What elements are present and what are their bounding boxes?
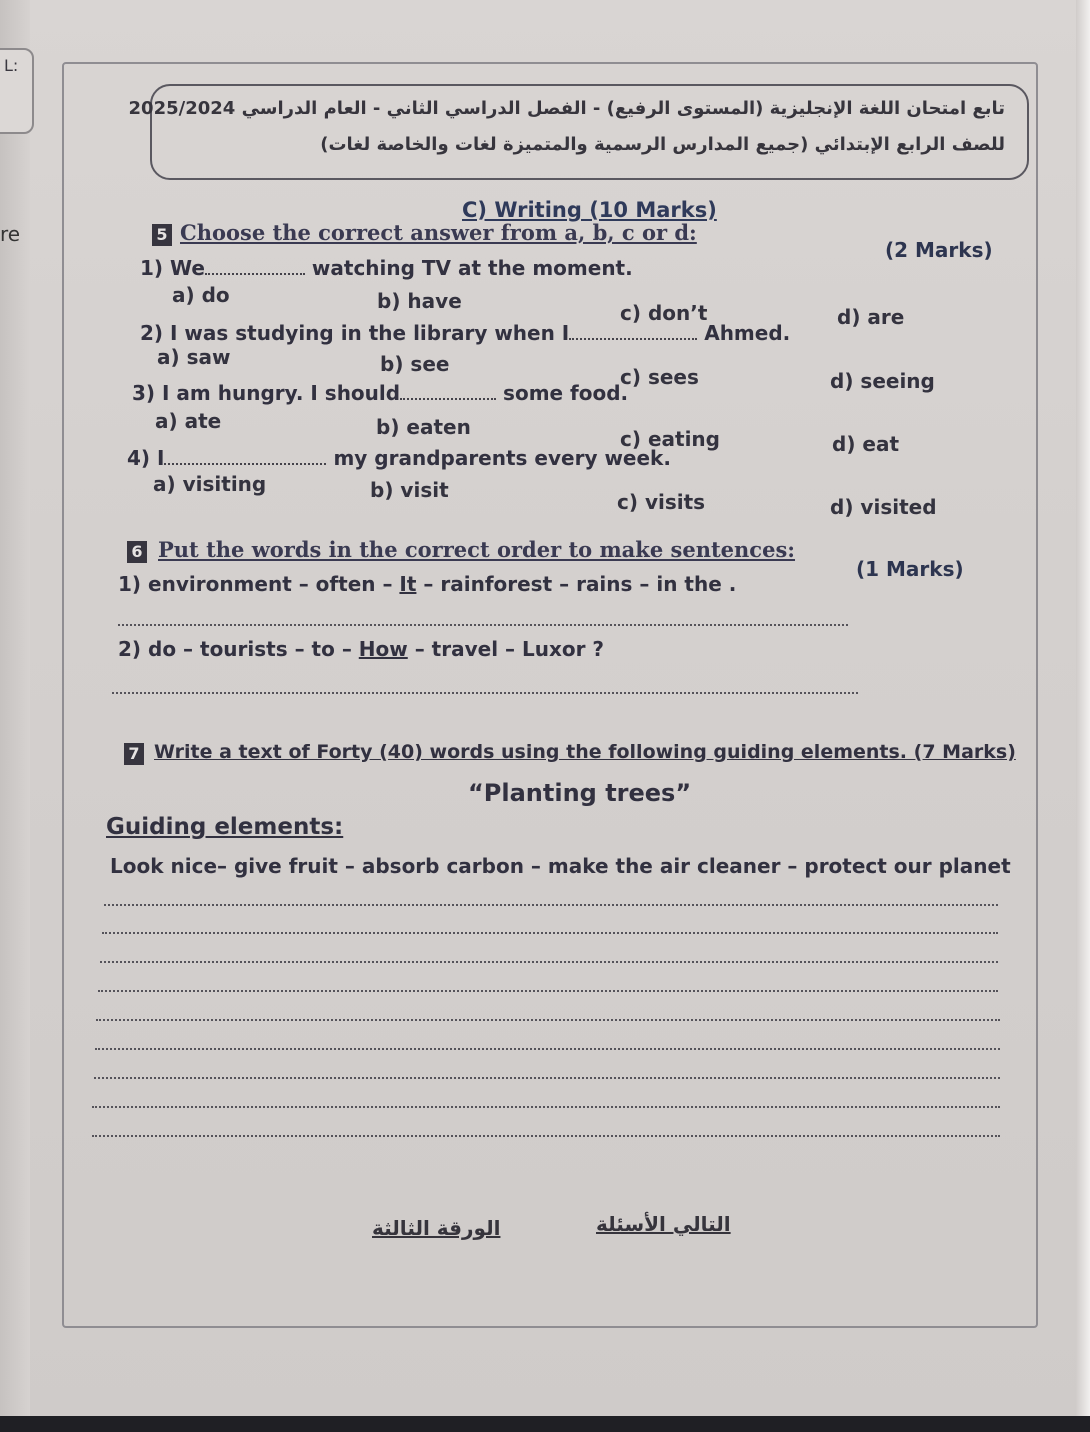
- q5-item-1-end: watching TV at the moment.: [311, 256, 633, 280]
- q5-item-3-option-c: c) eating: [620, 427, 720, 451]
- footer-next-page: الورقة الثالثة: [372, 1216, 501, 1240]
- writing-topic: “Planting trees”: [468, 779, 692, 807]
- answer-blank: [164, 463, 326, 465]
- q5-item-2-option-c: c) sees: [620, 365, 699, 389]
- q5-item-3-option-a: a) ate: [155, 409, 222, 433]
- q5-item-1-start: 1) We: [140, 256, 205, 280]
- writing-line-6: [95, 1048, 1000, 1050]
- q5-item-3-option-b: b) eaten: [376, 415, 471, 439]
- question-7-number: 7: [124, 743, 144, 765]
- question-5-number: 5: [152, 224, 172, 246]
- q5-item-3-end: some food.: [503, 381, 629, 405]
- q5-item-3-start: 3) I am hungry. I should: [132, 381, 401, 405]
- footer-next-questions: التالي الأسئلة: [596, 1212, 731, 1236]
- q5-item-1-option-a: a) do: [172, 283, 230, 307]
- writing-line-7: [94, 1077, 1000, 1079]
- q5-item-2-option-d: d) seeing: [830, 369, 935, 393]
- answer-blank: [569, 338, 697, 340]
- q5-item-1-option-c: c) don’t: [620, 301, 708, 325]
- margin-text: re: [0, 222, 21, 246]
- answer-line-6-1: [118, 624, 848, 626]
- q6-s1-start: 1) environment – often –: [118, 572, 400, 596]
- q5-item-2-start: 2) I was studying in the library when I: [140, 321, 570, 345]
- question-6-number: 6: [127, 541, 147, 563]
- q5-item-4: [127, 446, 671, 470]
- corner-mark: L:: [4, 56, 19, 75]
- answer-line-6-2: [112, 692, 858, 694]
- question-5-marks: (2 Marks): [885, 238, 993, 262]
- q5-item-3: [132, 381, 628, 405]
- answer-blank: [205, 273, 305, 275]
- exam-header: [128, 84, 1029, 180]
- q6-sentence-2: [118, 637, 604, 661]
- section-title: C) Writing (10 Marks): [462, 198, 717, 222]
- answer-blank: [400, 398, 496, 400]
- writing-line-2: [102, 932, 998, 934]
- writing-line-3: [100, 961, 998, 963]
- q5-item-4-end: my grandparents every week.: [333, 446, 671, 470]
- q5-item-1: [140, 256, 633, 280]
- q5-item-4-option-c: c) visits: [617, 490, 706, 514]
- bottom-dark-strip: [0, 1416, 1090, 1432]
- guiding-elements-text: Look nice– give fruit – absorb carbon – make the air cleaner – protect our planet: [110, 854, 1011, 878]
- writing-line-4: [98, 990, 998, 992]
- q5-item-4-option-d: d) visited: [830, 495, 937, 519]
- q5-item-1-option-b: b) have: [377, 289, 462, 313]
- header-line-1: تابع امتحان اللغة الإنجليزية (المستوى الرفيع) - الفصل الدراسي الثاني - العام الدراسي 2025/2024: [128, 98, 1005, 119]
- writing-line-8: [92, 1106, 1000, 1108]
- writing-line-1: [104, 904, 998, 906]
- right-page-edge: [1076, 0, 1090, 1416]
- header-line-2: للصف الرابع الإبتدائي (جميع المدارس الرسمية والمتميزة لغات والخاصة لغات): [320, 134, 1005, 155]
- q5-item-4-option-a: a) visiting: [153, 472, 267, 496]
- question-7-instruction: Write a text of Forty (40) words using the following guiding elements. (7 Marks): [154, 741, 1016, 763]
- q5-item-1-option-d: d) are: [837, 305, 905, 329]
- q5-item-3-option-d: d) eat: [832, 432, 900, 456]
- question-5-instruction: Choose the correct answer from a, b, c or d:: [180, 220, 697, 245]
- q5-item-4-option-b: b) visit: [370, 478, 449, 502]
- q6-s2-start: 2) do – tourists – to –: [118, 637, 359, 661]
- left-page-edge: [0, 0, 30, 1432]
- question-6-instruction: Put the words in the correct order to make sentences:: [158, 537, 796, 562]
- q6-s2-end: – travel – Luxor ?: [407, 637, 605, 661]
- q5-item-2-option-b: b) see: [380, 352, 450, 376]
- q6-s1-end: – rainforest – rains – in the .: [416, 572, 737, 596]
- q5-item-2-option-a: a) saw: [157, 345, 231, 369]
- question-6-marks: (1 Marks): [856, 557, 964, 581]
- writing-line-5: [96, 1019, 1000, 1021]
- q5-item-2-end: Ahmed.: [704, 321, 791, 345]
- writing-line-9: [92, 1135, 1000, 1137]
- guiding-elements-label: Guiding elements:: [106, 814, 344, 840]
- q6-sentence-1: [118, 572, 736, 596]
- q6-s2-underlined: How: [358, 637, 408, 661]
- q5-item-4-start: 4) I: [127, 446, 165, 470]
- q6-s1-underlined: It: [399, 572, 417, 596]
- q5-item-2: [140, 321, 790, 345]
